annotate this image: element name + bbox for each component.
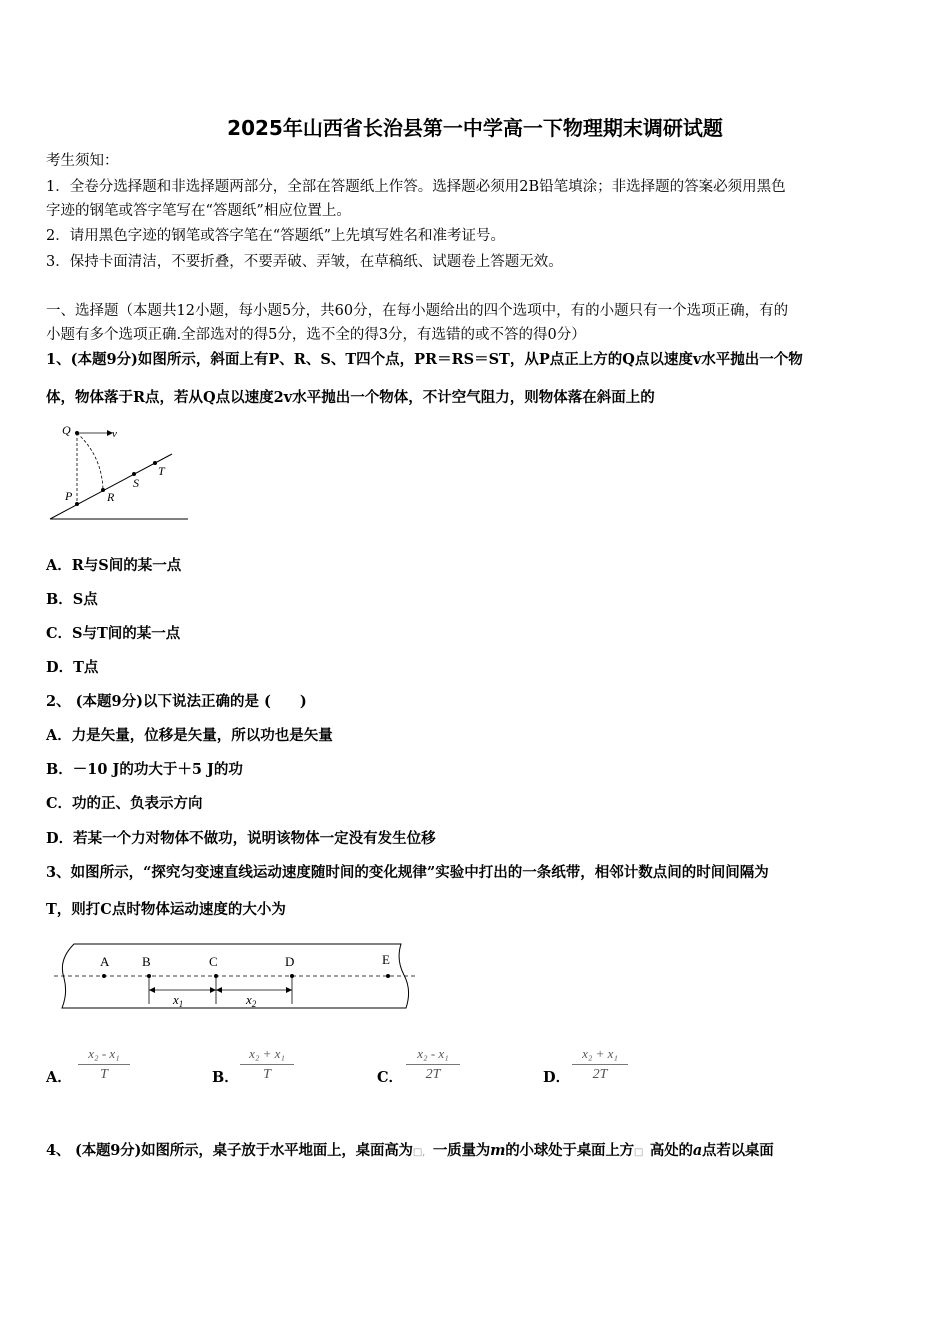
q1-stem: 1、(本题9分)如图所示，斜面上有P、R、S、T四个点，PR＝RS＝ST，从P点正上方的Q点以速度v水平抛出一个物	[46, 351, 803, 368]
notice-line: 2．请用黑色字迹的钢笔或答字笔在“答题纸”上先填写姓名和准考证号。	[46, 228, 506, 244]
fraction-numerator: x₂ + x₁	[240, 1046, 294, 1065]
q2-option-a: A．力是矢量，位移是矢量，所以功也是矢量	[46, 727, 333, 744]
q3-option-d-label: D．	[543, 1069, 571, 1086]
missing-formula-icon: □,	[412, 1147, 426, 1158]
notice-line: 字迹的钢笔或答字笔写在“答题纸”相应位置上。	[46, 203, 351, 219]
q3-option-a-fraction	[78, 1046, 130, 1083]
tape-label-d: D	[285, 954, 295, 969]
q1-label-v: v	[112, 428, 117, 440]
q4-stem-part: 的小球处于桌面上方	[505, 1142, 634, 1159]
q4-stem-part: 高处的	[649, 1142, 693, 1159]
q3-stem: 3、如图所示，“探究匀变速直线运动速度随时间的变化规律”实验中打出的一条纸带，相邻计数点间的时间间隔为	[46, 864, 769, 881]
q3-option-d-fraction	[572, 1046, 628, 1083]
tape-label-b: B	[142, 954, 151, 969]
q4-stem-part: 一质量为	[432, 1142, 491, 1159]
tape-label-e: E	[382, 952, 390, 967]
fraction-numerator: x₂ - x₁	[406, 1046, 460, 1065]
q4-stem-part: 4、 (本题9分)如图所示，桌子放于水平地面上，桌面高为	[46, 1142, 413, 1159]
fraction-numerator: x₂ + x₁	[572, 1046, 628, 1065]
q3-option-c-fraction	[406, 1046, 460, 1083]
q3-option-b-fraction	[240, 1046, 294, 1083]
missing-formula-icon: □	[633, 1147, 644, 1158]
notice-line: 3．保持卡面清洁，不要折叠，不要弄破、弄皱，在草稿纸、试题卷上答题无效。	[46, 254, 563, 270]
q2-stem: 2、 (本题9分)以下说法正确的是 ( )	[46, 693, 307, 710]
q3-stem: T，则打C点时物体运动速度的大小为	[46, 901, 286, 918]
q1-label-r: R	[107, 490, 115, 504]
q1-label-p: P	[65, 489, 73, 503]
notice-line: 1．全卷分选择题和非选择题两部分，全部在答题纸上作答。选择题必须用2B铅笔填涂；非选择题的答案必须用黑色	[46, 179, 786, 195]
q1-stem: 体，物体落于R点，若从Q点以速度2v水平抛出一个物体，不计空气阻力，则物体落在斜面上的	[46, 389, 655, 406]
q1-incline-figure	[44, 418, 194, 524]
q3-option-b-label: B．	[212, 1069, 239, 1086]
q1-label-q: Q	[62, 423, 71, 437]
section-heading: 小题有多个选项正确.全部选对的得5分，选不全的得3分，有选错的或不答的得0分）	[46, 327, 586, 343]
tape-label-x1: $x_1$	[173, 992, 184, 1009]
q1-option-d: D．T点	[46, 659, 99, 676]
q2-option-b: B．－10 J的功大于＋5 J的功	[46, 761, 243, 778]
q1-option-b: B．S点	[46, 591, 98, 608]
notice-heading: 考生须知：	[46, 153, 119, 169]
q1-option-a: A．R与S间的某一点	[46, 557, 182, 574]
section-heading: 一、选择题（本题共12小题，每小题5分，共60分，在每小题给出的四个选项中，有的小题只有一个选项正确，有的	[46, 303, 789, 319]
fraction-numerator: x₂ - x₁	[78, 1046, 130, 1065]
fraction-denominator: 2T	[592, 1067, 608, 1082]
fraction-denominator: T	[263, 1067, 271, 1082]
q3-option-c-label: C．	[377, 1069, 404, 1086]
q4-stem	[46, 1141, 774, 1163]
tape-label-c: C	[209, 954, 218, 969]
fraction-denominator: T	[100, 1067, 108, 1082]
q3-option-a-label: A．	[46, 1069, 72, 1086]
q1-label-t: T	[158, 464, 165, 478]
q3-paper-tape-figure	[54, 938, 420, 1014]
tape-label-a: A	[100, 954, 110, 969]
q2-option-d: D．若某一个力对物体不做功，说明该物体一定没有发生位移	[46, 830, 436, 847]
tape-label-x2: $x_2$	[246, 992, 257, 1009]
q2-option-c: C．功的正、负表示方向	[46, 795, 203, 812]
page-title: 2025年山西省长治县第一中学高一下物理期末调研试题	[227, 116, 723, 140]
q4-point-symbol: a	[692, 1142, 703, 1159]
fraction-denominator: 2T	[425, 1067, 441, 1082]
q4-stem-part: 点若以桌面	[702, 1142, 774, 1159]
q4-mass-symbol: m	[490, 1142, 506, 1159]
q1-label-s: S	[133, 476, 139, 490]
q1-option-c: C．S与T间的某一点	[46, 625, 181, 642]
